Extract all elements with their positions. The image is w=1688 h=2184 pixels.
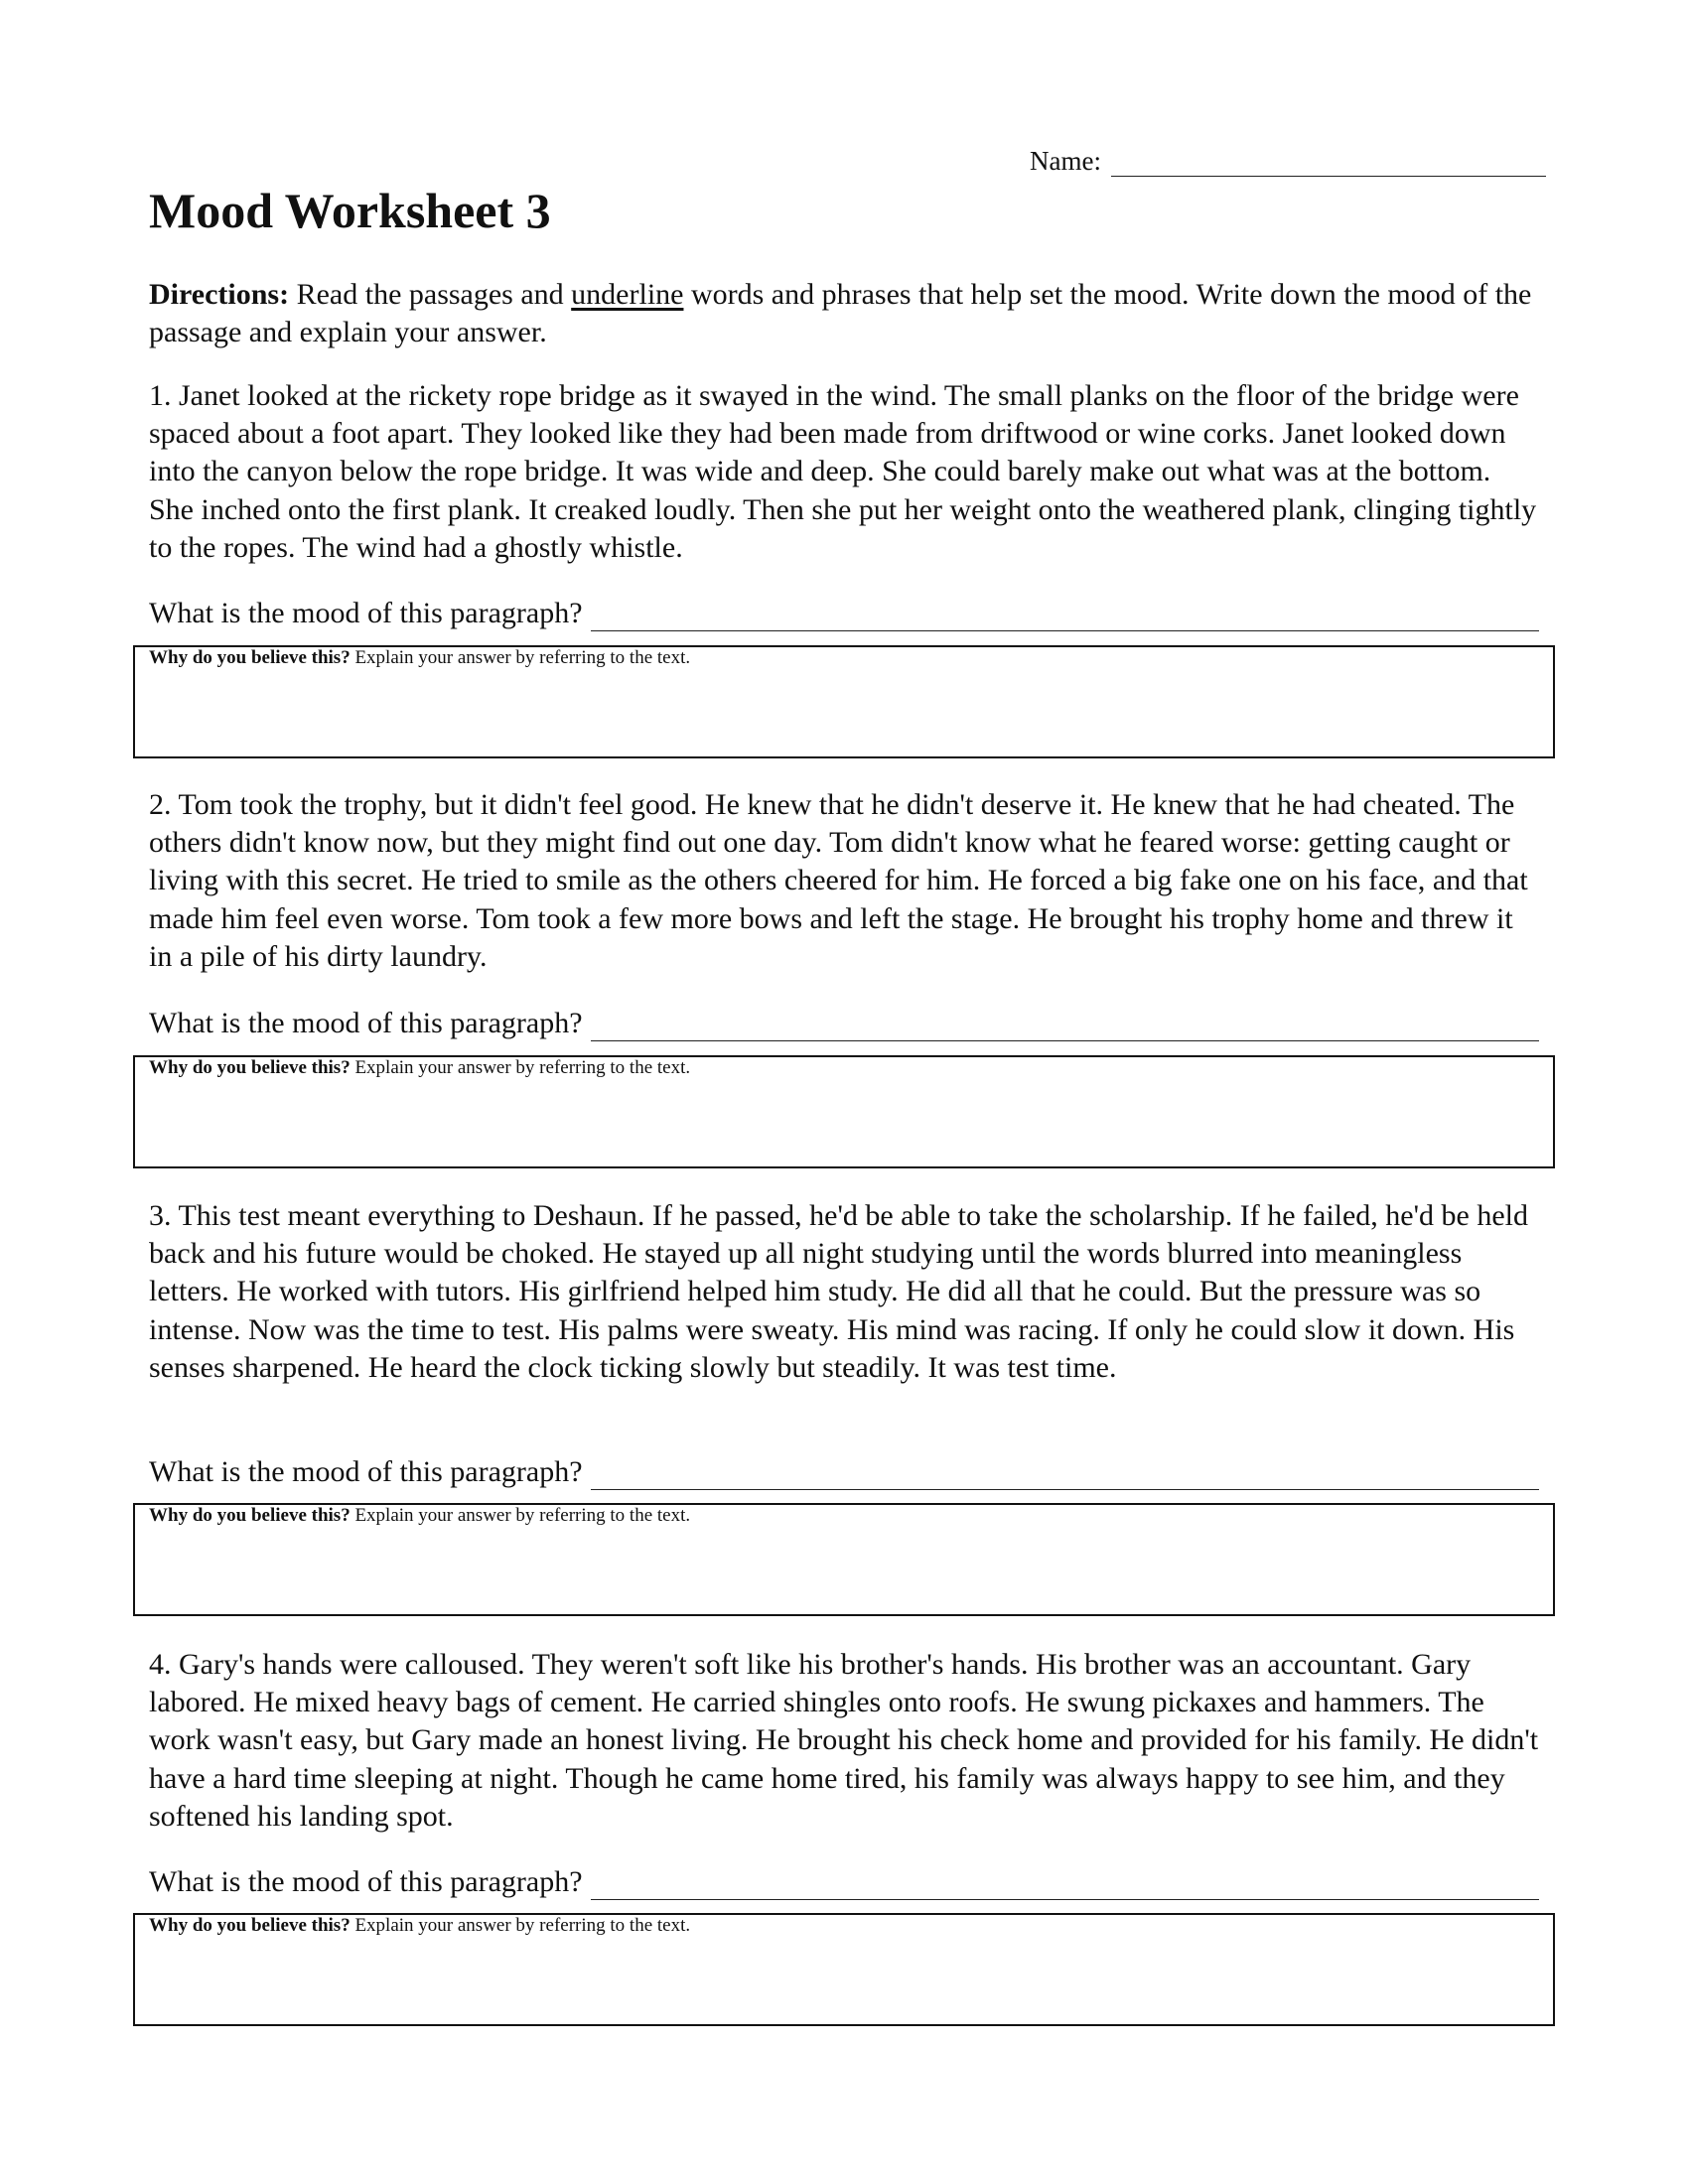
answer-box-3[interactable] (133, 1503, 1555, 1616)
answer-box-1[interactable] (133, 645, 1555, 758)
directions-text-before: Read the passages and (289, 278, 572, 311)
answer-box-2-prompt: Why do you believe this? Explain your answer by referring to the text. (149, 1057, 691, 1078)
page-title: Mood Worksheet 3 (149, 183, 551, 238)
name-field[interactable] (1030, 146, 1546, 177)
question-2-label: What is the mood of this paragraph? (149, 1007, 583, 1039)
passage-1: 1. Janet looked at the rickety rope bridge as it swayed in the wind. The small planks on the floor of the bridge were spaced about a foot apart. They looked like they had been made from driftwood or wine corks. Janet looked down into the canyon below the rope bridge. It was wide and deep. She could barely make out what was at the bottom. She inched onto the first plank. It creaked loudly. Then she put her weight onto the weathered plank, clinging tightly to the ropes. The wind had a ghostly whistle. (149, 379, 1537, 564)
question-3-answer-line[interactable] (591, 1459, 1539, 1490)
question-2 (149, 1006, 1539, 1041)
directions-label: Directions: (149, 278, 290, 311)
passage-2: 2. Tom took the trophy, but it didn't feel good. He knew that he didn't deserve it. He knew that he had cheated. The others didn't know now, but they might find out one day. Tom didn't know what he feared worse: getting caught or living with this secret. He tried to smile as the others cheered for him. He forced a big fake one on his face, and that made him feel even worse. Tom took a few more bows and left the stage. He brought his trophy home and threw it in a pile of his dirty laundry. (149, 788, 1528, 973)
name-blank-line[interactable] (1111, 150, 1546, 177)
answer-box-2[interactable] (133, 1055, 1555, 1168)
passage-3: 3. This test meant everything to Deshaun. If he passed, he'd be able to take the scholarship. If he failed, he'd be held back and his future would be choked. He stayed up all night studying until the words blurred into meaningless letters. He worked with tutors. His girlfriend helped him study. He did all that he could. But the pressure was so intense. Now was the time to test. His palms were sweaty. His mind was racing. If only he could slow it down. His senses sharpened. He heard the clock ticking slowly but steadily. It was test time. (149, 1199, 1528, 1384)
passage-4: 4. Gary's hands were calloused. They weren't soft like his brother's hands. His brother was an accountant. Gary labored. He mixed heavy bags of cement. He carried shingles onto roofs. He swung pickaxes and hammers. The work wasn't easy, but Gary made an honest living. He brought his check home and provided for his family. He didn't have a hard time sleeping at night. Though he came home tired, his family was always happy to see him, and they softened his landing spot. (149, 1648, 1539, 1833)
answer-box-4-prompt: Why do you believe this? Explain your answer by referring to the text. (149, 1915, 691, 1936)
question-1 (149, 596, 1539, 631)
directions (149, 276, 1539, 351)
question-1-answer-line[interactable] (591, 601, 1539, 631)
question-3-label: What is the mood of this paragraph? (149, 1455, 583, 1488)
directions-text-after: words and phrases that help set the mood. Write down the mood of the passage and explain your answer. (149, 278, 1532, 348)
answer-box-3-prompt: Why do you believe this? Explain your answer by referring to the text. (149, 1505, 691, 1526)
question-4-answer-line[interactable] (591, 1869, 1539, 1900)
question-4 (149, 1864, 1539, 1900)
question-4-label: What is the mood of this paragraph? (149, 1865, 583, 1898)
question-2-answer-line[interactable] (591, 1011, 1539, 1041)
answer-box-4[interactable] (133, 1913, 1555, 2026)
answer-box-1-prompt: Why do you believe this? Explain your answer by referring to the text. (149, 647, 691, 668)
directions-underlined-word: underline (571, 278, 684, 311)
name-label: Name: (1030, 146, 1101, 176)
question-3 (149, 1454, 1539, 1490)
question-1-label: What is the mood of this paragraph? (149, 597, 583, 629)
